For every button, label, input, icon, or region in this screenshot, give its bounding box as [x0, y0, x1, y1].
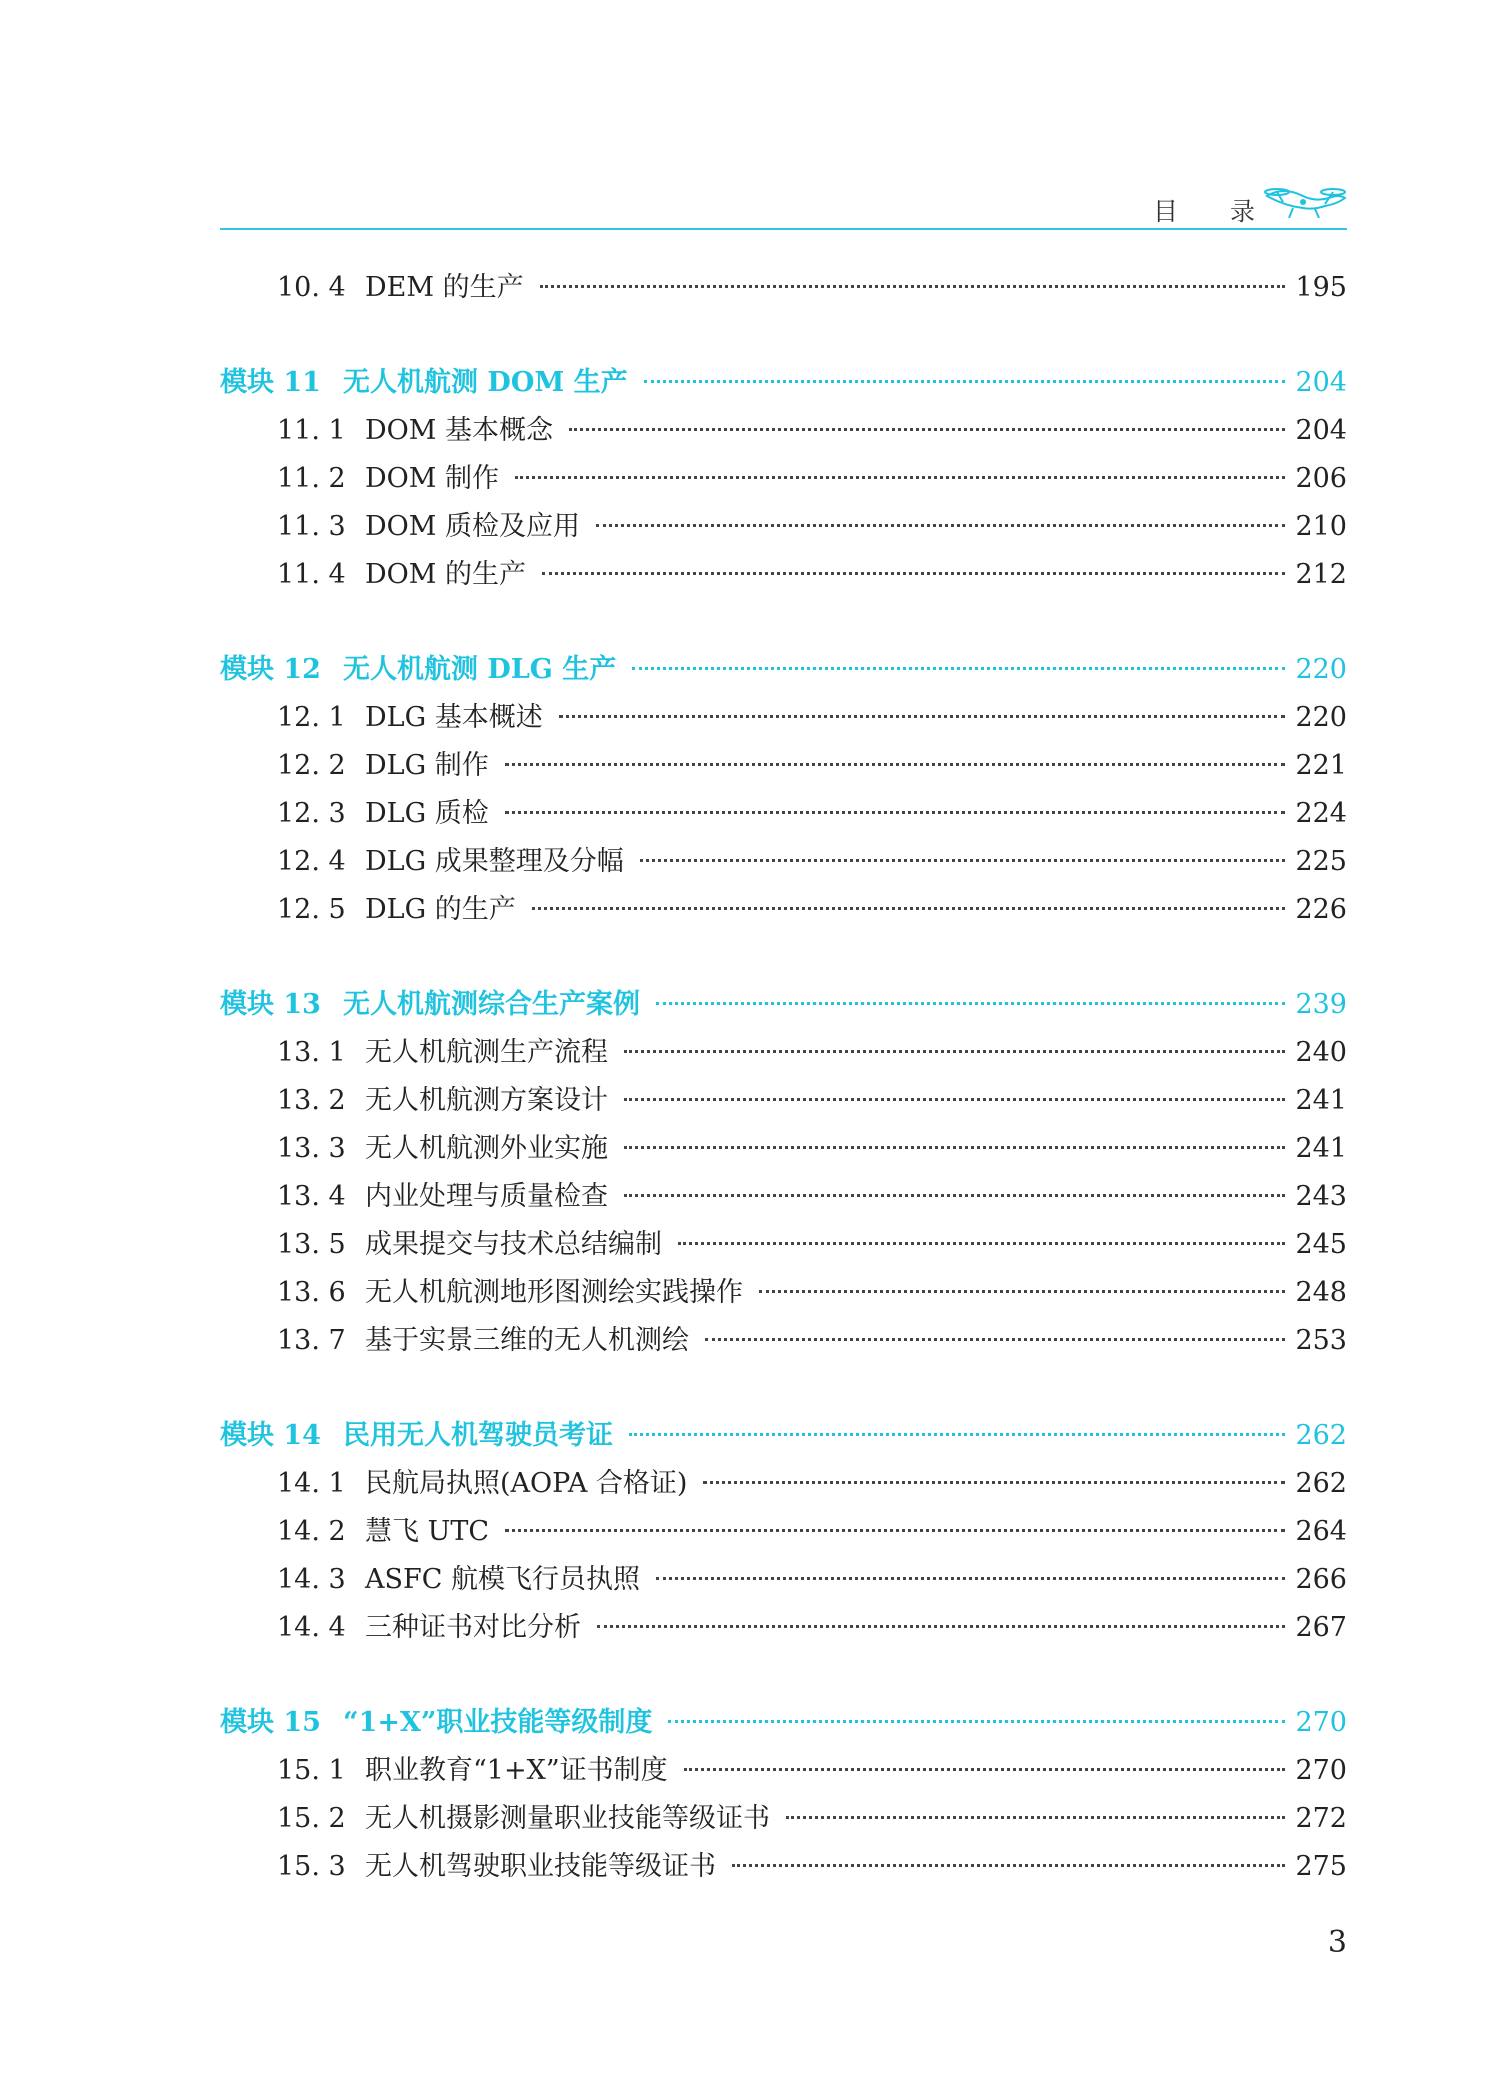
- toc-page-number: 225: [1295, 846, 1347, 877]
- toc-number: 11. 4: [277, 559, 346, 590]
- toc-page-number: 204: [1295, 415, 1347, 446]
- toc-number: 模块 11: [220, 367, 321, 398]
- toc-number: 14. 2: [277, 1516, 346, 1547]
- toc-number: 15. 2: [277, 1803, 346, 1834]
- toc-page-number: 245: [1295, 1229, 1347, 1260]
- dot-leader: [624, 1146, 1285, 1149]
- toc-page-number: 239: [1295, 989, 1347, 1020]
- toc-page-number: 267: [1295, 1612, 1347, 1643]
- toc-title: 无人机航测综合生产案例: [343, 989, 640, 1020]
- dot-leader: [656, 1002, 1285, 1005]
- toc-title: 三种证书对比分析: [365, 1612, 581, 1643]
- toc-section-row[interactable]: [220, 1795, 1347, 1843]
- dot-leader: [505, 763, 1286, 766]
- toc-section-row[interactable]: [220, 1077, 1347, 1125]
- toc-section-row[interactable]: [220, 264, 1347, 312]
- toc-number: 15. 3: [277, 1851, 346, 1882]
- dot-leader: [786, 1816, 1285, 1819]
- toc-page-number: 224: [1295, 798, 1347, 829]
- toc-number: 模块 13: [220, 989, 321, 1020]
- toc-number: 10. 4: [277, 272, 346, 303]
- toc-title: 民航局执照(AOPA 合格证): [365, 1468, 688, 1499]
- toc-page-number: 270: [1295, 1755, 1347, 1786]
- dot-leader: [624, 1050, 1285, 1053]
- toc-title: DEM 的生产: [365, 272, 524, 303]
- toc-section-row[interactable]: [220, 742, 1347, 790]
- toc-number: 模块 15: [220, 1707, 321, 1738]
- toc-title: DLG 质检: [365, 798, 489, 829]
- toc-number: 15. 1: [277, 1755, 346, 1786]
- toc-number: 13. 3: [277, 1133, 346, 1164]
- toc-section-row[interactable]: [220, 838, 1347, 886]
- toc-number: 11. 3: [277, 511, 346, 542]
- toc-title: 慧飞 UTC: [365, 1516, 490, 1547]
- toc-title: DOM 质检及应用: [365, 511, 581, 542]
- toc-section-row[interactable]: [220, 1508, 1347, 1556]
- toc-page-number: 240: [1295, 1037, 1347, 1068]
- toc-page-number: 253: [1295, 1325, 1347, 1356]
- toc-title: 无人机航测 DOM 生产: [343, 367, 628, 398]
- toc-module-row[interactable]: [220, 359, 1347, 407]
- toc-title: DOM 制作: [365, 463, 500, 494]
- toc-module-row[interactable]: [220, 646, 1347, 694]
- header-title-left: 目: [1152, 197, 1178, 226]
- toc-number: 13. 2: [277, 1085, 346, 1116]
- table-of-contents: [220, 264, 1347, 1891]
- header-title: [1153, 192, 1255, 228]
- toc-title: 无人机驾驶职业技能等级证书: [365, 1851, 716, 1882]
- toc-page-number: 204: [1295, 367, 1347, 398]
- toc-section-row[interactable]: [220, 1029, 1347, 1077]
- toc-number: 13. 6: [277, 1277, 346, 1308]
- dot-leader: [668, 1720, 1285, 1723]
- dot-leader: [629, 1433, 1285, 1436]
- dot-leader: [640, 859, 1286, 862]
- running-header: [220, 170, 1347, 230]
- toc-page-number: 210: [1295, 511, 1347, 542]
- toc-page-number: 262: [1295, 1468, 1347, 1499]
- toc-page-number: 270: [1295, 1707, 1347, 1738]
- dot-leader: [705, 1338, 1285, 1341]
- toc-section-row[interactable]: [220, 407, 1347, 455]
- toc-number: 14. 4: [277, 1612, 346, 1643]
- toc-page-number: 272: [1295, 1803, 1347, 1834]
- toc-section-row[interactable]: [220, 1556, 1347, 1604]
- toc-page-number: 220: [1295, 702, 1347, 733]
- toc-number: 14. 3: [277, 1564, 346, 1595]
- dot-leader: [532, 907, 1286, 910]
- toc-module-row[interactable]: [220, 1412, 1347, 1460]
- dot-leader: [732, 1864, 1285, 1867]
- toc-number: 13. 5: [277, 1229, 346, 1260]
- toc-module-row[interactable]: [220, 981, 1347, 1029]
- toc-title: DOM 基本概念: [365, 415, 554, 446]
- dot-leader: [624, 1098, 1285, 1101]
- toc-page-number: 264: [1295, 1516, 1347, 1547]
- toc-number: 13. 4: [277, 1181, 346, 1212]
- page-number: 3: [1327, 1925, 1347, 1960]
- dot-leader: [678, 1242, 1285, 1245]
- toc-title: DOM 的生产: [365, 559, 527, 590]
- toc-number: 12. 5: [277, 894, 346, 925]
- toc-page-number: 212: [1295, 559, 1347, 590]
- toc-page-number: 266: [1295, 1564, 1347, 1595]
- toc-title: 无人机航测 DLG 生产: [343, 654, 617, 685]
- toc-number: 13. 7: [277, 1325, 346, 1356]
- toc-page-number: 243: [1295, 1181, 1347, 1212]
- toc-section-row[interactable]: [220, 551, 1347, 599]
- dot-leader: [540, 285, 1286, 288]
- toc-title: DLG 基本概述: [365, 702, 543, 733]
- dot-leader: [596, 524, 1285, 527]
- toc-number: 11. 2: [277, 463, 346, 494]
- toc-page-number: 221: [1295, 750, 1347, 781]
- toc-title: 民用无人机驾驶员考证: [343, 1420, 613, 1451]
- dot-leader: [505, 1529, 1285, 1532]
- toc-section-row[interactable]: [220, 455, 1347, 503]
- toc-section-row[interactable]: [220, 1173, 1347, 1221]
- toc-title: ASFC 航模飞行员执照: [365, 1564, 640, 1595]
- toc-number: 14. 1: [277, 1468, 346, 1499]
- toc-title: 成果提交与技术总结编制: [365, 1229, 662, 1260]
- toc-section-row[interactable]: [220, 503, 1347, 551]
- dot-leader: [644, 380, 1286, 383]
- toc-title: 内业处理与质量检查: [365, 1181, 608, 1212]
- toc-number: 12. 1: [277, 702, 346, 733]
- drone-icon: [1263, 182, 1347, 222]
- header-title-right: 录: [1229, 197, 1255, 226]
- toc-page-number: 275: [1295, 1851, 1347, 1882]
- toc-page-number: 206: [1295, 463, 1347, 494]
- toc-number: 模块 14: [220, 1420, 321, 1451]
- toc-module-row[interactable]: [220, 1699, 1347, 1747]
- dot-leader: [505, 811, 1286, 814]
- toc-section-row[interactable]: [220, 1317, 1347, 1365]
- toc-title: 无人机航测方案设计: [365, 1085, 608, 1116]
- toc-title: DLG 制作: [365, 750, 489, 781]
- toc-title: 职业教育“1+X”证书制度: [365, 1755, 668, 1786]
- toc-number: 12. 4: [277, 846, 346, 877]
- toc-section-row[interactable]: [220, 1604, 1347, 1652]
- toc-number: 13. 1: [277, 1037, 346, 1068]
- toc-section-row[interactable]: [220, 1125, 1347, 1173]
- toc-section-row[interactable]: [220, 1221, 1347, 1269]
- dot-leader: [684, 1768, 1286, 1771]
- toc-number: 12. 2: [277, 750, 346, 781]
- toc-page-number: 241: [1295, 1085, 1347, 1116]
- toc-section-row[interactable]: [220, 1460, 1347, 1508]
- toc-number: 模块 12: [220, 654, 321, 685]
- toc-title: 无人机航测外业实施: [365, 1133, 608, 1164]
- dot-leader: [559, 715, 1286, 718]
- dot-leader: [759, 1290, 1285, 1293]
- dot-leader: [569, 428, 1285, 431]
- dot-leader: [597, 1625, 1285, 1628]
- toc-number: 12. 3: [277, 798, 346, 829]
- dot-leader: [703, 1481, 1285, 1484]
- toc-title: 基于实景三维的无人机测绘: [365, 1325, 689, 1356]
- dot-leader: [515, 476, 1285, 479]
- toc-title: DLG 的生产: [365, 894, 516, 925]
- toc-page-number: 226: [1295, 894, 1347, 925]
- toc-section-row[interactable]: [220, 1269, 1347, 1317]
- toc-page-number: 248: [1295, 1277, 1347, 1308]
- toc-title: 无人机航测生产流程: [365, 1037, 608, 1068]
- toc-section-row[interactable]: [220, 1747, 1347, 1795]
- toc-title: DLG 成果整理及分幅: [365, 846, 624, 877]
- dot-leader: [624, 1194, 1285, 1197]
- toc-section-row[interactable]: [220, 790, 1347, 838]
- toc-section-row[interactable]: [220, 694, 1347, 742]
- toc-section-row[interactable]: [220, 886, 1347, 934]
- toc-title: “1+X”职业技能等级制度: [343, 1707, 653, 1738]
- dot-leader: [632, 667, 1285, 670]
- dot-leader: [542, 572, 1285, 575]
- toc-number: 11. 1: [277, 415, 346, 446]
- dot-leader: [656, 1577, 1285, 1580]
- toc-page-number: 195: [1295, 272, 1347, 303]
- toc-page-number: 220: [1295, 654, 1347, 685]
- toc-section-row[interactable]: [220, 1843, 1347, 1891]
- toc-page-number: 241: [1295, 1133, 1347, 1164]
- toc-title: 无人机航测地形图测绘实践操作: [365, 1277, 743, 1308]
- toc-title: 无人机摄影测量职业技能等级证书: [365, 1803, 770, 1834]
- toc-page-number: 262: [1295, 1420, 1347, 1451]
